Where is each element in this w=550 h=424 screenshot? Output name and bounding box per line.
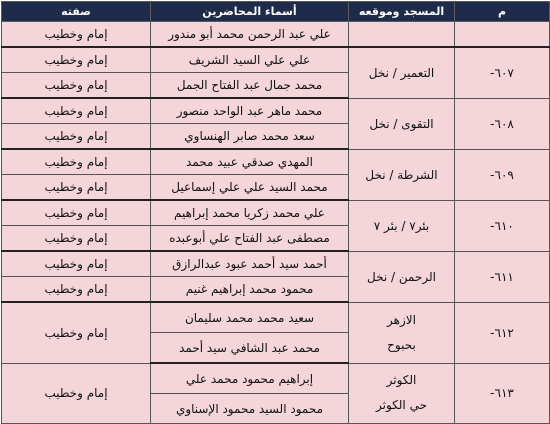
lecturer-name: علي علي السيد الشريف [151, 47, 349, 73]
group-number [455, 22, 550, 48]
mosque-location: بحبوح [387, 337, 416, 352]
lecturer-role: إمام وخطيب [2, 124, 151, 150]
mosque-cell: بئر٧ / بئر ٧ [349, 200, 455, 251]
mosque-cell [349, 363, 455, 424]
header-row [2, 2, 550, 22]
lecturer-role: إمام وخطيب [2, 73, 151, 99]
mosque-name: الازهر [387, 312, 416, 327]
lecturer-role: إمام وخطيب [2, 363, 151, 424]
group-number: -٦١١ [455, 251, 550, 302]
table-row [2, 149, 550, 175]
lecturer-role: إمام وخطيب [2, 200, 151, 226]
lecturer-name: علي محمد زكريا محمد إبراهيم [151, 200, 349, 226]
lecturer-role: إمام وخطيب [2, 22, 151, 48]
table-row [2, 363, 550, 394]
lecturer-role: إمام وخطيب [2, 302, 151, 363]
table-row [2, 251, 550, 277]
lecturer-name: سعيد محمد محمد سليمان [151, 302, 349, 333]
header-num: م [455, 2, 550, 22]
lecturer-name: علي عبد الرحمن محمد أبو مندور [151, 22, 349, 48]
group-number: -٦١٠ [455, 200, 550, 251]
mosque-cell [349, 22, 455, 48]
lecturer-name: محمد السيد علي علي إسماعيل [151, 175, 349, 201]
mosque-cell: الشرطة / نخل [349, 149, 455, 200]
lecturer-name: مصطفى عبد الفتاح علي أبوعبده [151, 226, 349, 252]
lecturer-name: المهدي صدقي عبيد محمد [151, 149, 349, 175]
lecturer-role: إمام وخطيب [2, 47, 151, 73]
lecturer-role: إمام وخطيب [2, 277, 151, 303]
lecturer-role: إمام وخطيب [2, 98, 151, 124]
lecturer-name: إبراهيم محمود محمد علي [151, 363, 349, 394]
header-lecturers: أسماء المحاضرين [151, 2, 349, 22]
lecturer-name: محمد جمال عبد الفتاح الجمل [151, 73, 349, 99]
table-row [2, 200, 550, 226]
group-number: -٦٠٩ [455, 149, 550, 200]
mosque-location: حي الكوثر [375, 398, 427, 413]
lecturer-name: أحمد سيد أحمد عبود عبدالرازق [151, 251, 349, 277]
lecturer-role: إمام وخطيب [2, 226, 151, 252]
header-mosque: المسجد وموقعه [349, 2, 455, 22]
header-role: صفته [2, 2, 151, 22]
lecturer-name: محمود السيد محمود الإسناوي [151, 394, 349, 424]
table-row [2, 302, 550, 333]
mosque-cell: التقوى / نخل [349, 98, 455, 149]
group-number: -٦٠٧ [455, 47, 550, 98]
lecturer-name: محمد ماهر عبد الواحد منصور [151, 98, 349, 124]
group-number: -٦١٢ [455, 302, 550, 363]
mosque-cell [349, 302, 455, 363]
lecturer-name: محمود محمد إبراهيم غنيم [151, 277, 349, 303]
lecturer-name: سعد محمد صابر الهنساوي [151, 124, 349, 150]
lecturer-role: إمام وخطيب [2, 175, 151, 201]
mosque-name: الكوثر [386, 373, 417, 388]
group-number: -٦١٣ [455, 363, 550, 424]
group-number: -٦٠٨ [455, 98, 550, 149]
lecturer-role: إمام وخطيب [2, 251, 151, 277]
mosque-cell: الرحمن / نخل [349, 251, 455, 302]
lecturer-role: إمام وخطيب [2, 149, 151, 175]
mosque-cell: التعمير / نخل [349, 47, 455, 98]
lecturer-name: محمد عبد الشافي سيد أحمد [151, 333, 349, 364]
lecturers-table [1, 1, 550, 424]
table-row [2, 98, 550, 124]
table-row [2, 22, 550, 48]
table-row [2, 47, 550, 73]
